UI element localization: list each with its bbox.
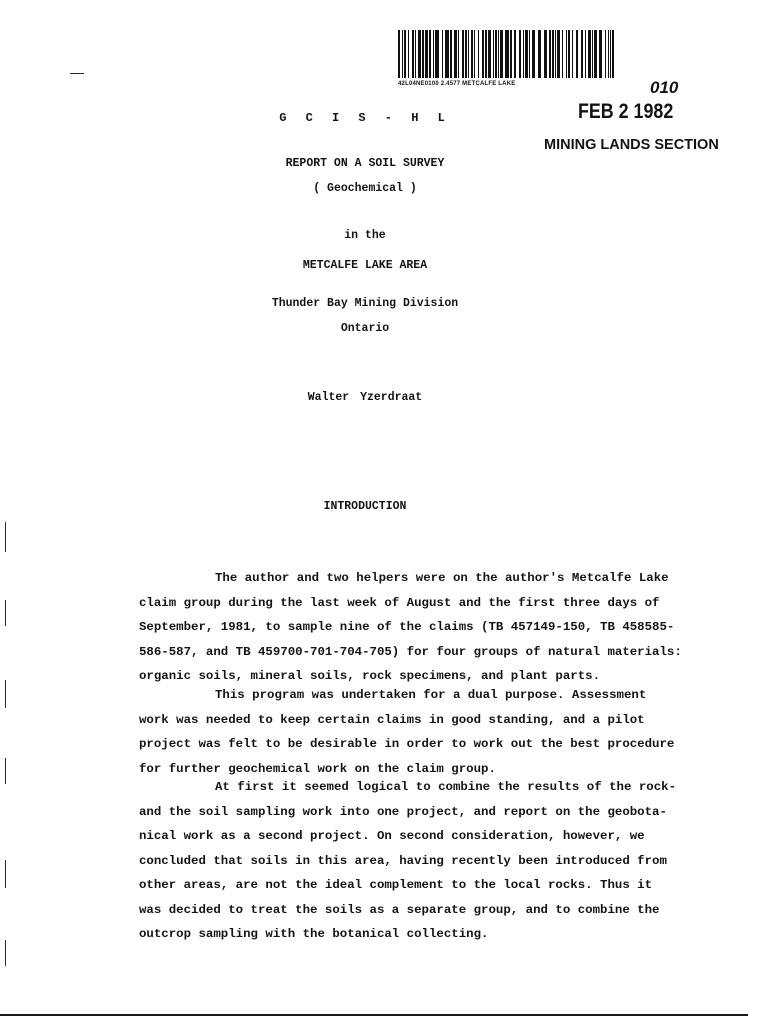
text-line: project was felt to be desirable in order to work out the best procedure: [139, 737, 675, 751]
mining-division: Thunder Bay Mining Division: [271, 297, 459, 310]
text-line: nical work as a second project. On second consideration, however, we: [139, 829, 645, 843]
scan-mark: [5, 680, 6, 708]
scan-mark: [5, 758, 6, 784]
scan-mark: [5, 600, 6, 626]
text-line: claim group during the last week of August and the first three days of: [139, 595, 660, 610]
scan-mark: [5, 940, 6, 966]
text-line: This program was undertaken for a dual purpose. Assessment: [215, 688, 647, 702]
paragraph-1: [139, 566, 719, 689]
report-title: REPORT ON A SOIL SURVEY: [285, 157, 445, 170]
text-line: and the soil sampling work into one project, and report on the geobota-: [139, 804, 667, 819]
barcode-caption: 42L04NE0100 2.4577 METCALFE LAKE: [398, 81, 516, 87]
stamp-number: 010: [650, 78, 679, 97]
text-line: The author and two helpers were on the author's Metcalfe Lake: [215, 571, 669, 585]
text-line: was decided to treat the soils as a separate group, and to combine the: [139, 902, 660, 917]
text-line: outcrop sampling with the botanical collecting.: [139, 927, 489, 941]
scan-mark: [70, 73, 84, 74]
text-line: for further geochemical work on the claim group.: [139, 761, 496, 776]
text-line: concluded that soils in this area, having recently been introduced from: [139, 853, 667, 868]
scan-mark: [5, 860, 6, 888]
province: Ontario: [340, 322, 390, 335]
title-connector: in the: [344, 229, 386, 242]
section-heading: INTRODUCTION: [323, 500, 407, 513]
area-name: METCALFE LAKE AREA: [302, 259, 428, 272]
received-date-stamp: FEB 2 1982: [578, 100, 674, 123]
text-line: At first it seemed logical to combine the results of the rock-: [215, 780, 677, 794]
paragraph-3: [139, 775, 719, 947]
text-line: work was needed to keep certain claims in good standing, and a pilot: [139, 712, 645, 727]
text-line: other areas, are not the ideal complement to the local rocks. Thus it: [139, 878, 653, 892]
mining-lands-section-stamp: MINING LANDS SECTION: [544, 137, 719, 153]
author-name: Walter Yzerdraat: [307, 391, 423, 404]
text-line: 586-587, and TB 459700-701-704-705) for four groups of natural materials:: [139, 644, 682, 659]
scan-mark: [5, 522, 6, 552]
paragraph-2: [139, 683, 719, 781]
page-bottom-rule: [0, 1014, 748, 1016]
report-subtitle: ( Geochemical ): [313, 182, 417, 195]
file-code: G C I S - H L: [279, 111, 451, 125]
barcode: [398, 30, 616, 78]
text-line: organic soils, mineral soils, rock specimens, and plant parts.: [139, 669, 601, 683]
text-line: September, 1981, to sample nine of the claims (TB 457149-150, TB 458585-: [139, 620, 675, 634]
